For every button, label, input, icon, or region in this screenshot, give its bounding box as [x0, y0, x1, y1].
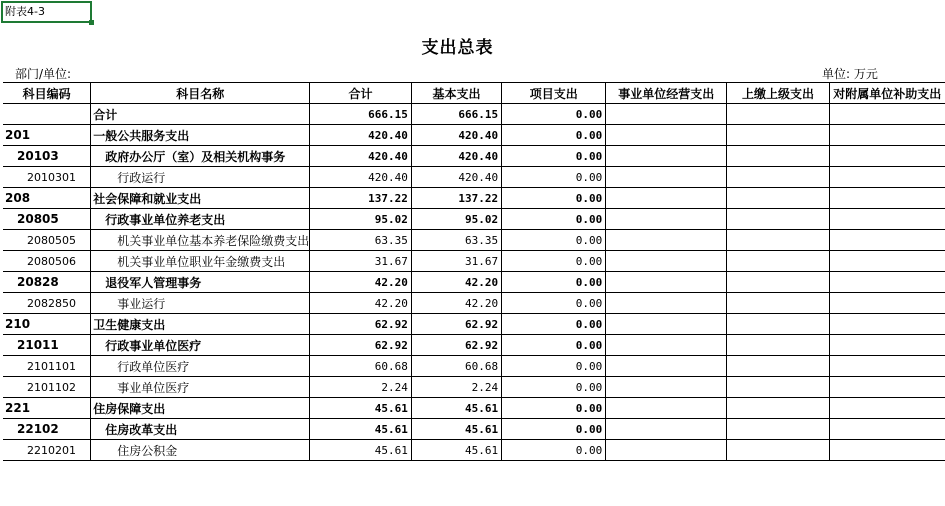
name-cell[interactable]: 合计	[91, 104, 310, 125]
code-cell[interactable]: 2101102	[3, 377, 91, 398]
department-label: 部门/单位:	[15, 67, 72, 81]
table-row	[3, 419, 945, 440]
remit-cell[interactable]	[727, 398, 829, 419]
business-cell[interactable]	[606, 314, 727, 335]
total-cell[interactable]: 666.15	[310, 104, 412, 125]
project-cell[interactable]: 0.00	[502, 146, 606, 167]
total-cell[interactable]: 60.68	[310, 356, 412, 377]
remit-cell[interactable]	[727, 377, 829, 398]
basic-cell[interactable]: 45.61	[411, 440, 501, 461]
business-cell[interactable]	[606, 335, 727, 356]
name-cell[interactable]: 退役军人管理事务	[91, 272, 310, 293]
name-cell[interactable]: 机关事业单位基本养老保险缴费支出	[91, 230, 310, 251]
subsidy-cell[interactable]	[829, 251, 945, 272]
basic-cell[interactable]: 42.20	[411, 293, 501, 314]
total-cell[interactable]: 137.22	[310, 188, 412, 209]
remit-cell[interactable]	[727, 230, 829, 251]
project-cell[interactable]: 0.00	[502, 251, 606, 272]
code-cell[interactable]: 2210201	[3, 440, 91, 461]
project-cell[interactable]: 0.00	[502, 314, 606, 335]
business-cell[interactable]	[606, 251, 727, 272]
code-cell[interactable]: 2080505	[3, 230, 91, 251]
project-cell[interactable]: 0.00	[502, 419, 606, 440]
table-row	[3, 146, 945, 167]
basic-cell[interactable]: 137.22	[411, 188, 501, 209]
basic-cell[interactable]: 62.92	[411, 314, 501, 335]
subsidy-cell[interactable]	[829, 104, 945, 125]
business-cell[interactable]	[606, 272, 727, 293]
name-cell[interactable]: 行政单位医疗	[91, 356, 310, 377]
table-row	[3, 251, 945, 272]
business-cell[interactable]	[606, 419, 727, 440]
subsidy-cell[interactable]	[829, 314, 945, 335]
page-title: 支出总表	[421, 38, 494, 58]
project-cell[interactable]: 0.00	[502, 125, 606, 146]
header-cell[interactable]: 科目编码	[3, 83, 91, 104]
project-cell[interactable]: 0.00	[502, 398, 606, 419]
code-cell[interactable]: 210	[3, 314, 91, 335]
project-cell[interactable]: 0.00	[502, 104, 606, 125]
remit-cell[interactable]	[727, 419, 829, 440]
name-cell[interactable]: 住房改革支出	[91, 419, 310, 440]
project-cell[interactable]: 0.00	[502, 293, 606, 314]
header-cell[interactable]: 项目支出	[502, 83, 606, 104]
remit-cell[interactable]	[727, 209, 829, 230]
code-cell[interactable]: 21011	[3, 335, 91, 356]
table-row	[3, 335, 945, 356]
basic-cell[interactable]: 420.40	[411, 146, 501, 167]
basic-cell[interactable]: 63.35	[411, 230, 501, 251]
remit-cell[interactable]	[727, 167, 829, 188]
total-cell[interactable]: 62.92	[310, 314, 412, 335]
remit-cell[interactable]	[727, 356, 829, 377]
code-cell[interactable]: 20805	[3, 209, 91, 230]
basic-cell[interactable]: 420.40	[411, 125, 501, 146]
subsidy-cell[interactable]	[829, 146, 945, 167]
code-cell[interactable]: 20828	[3, 272, 91, 293]
header-cell[interactable]: 上缴上级支出	[727, 83, 829, 104]
total-cell[interactable]: 63.35	[310, 230, 412, 251]
remit-cell[interactable]	[727, 251, 829, 272]
business-cell[interactable]	[606, 440, 727, 461]
remit-cell[interactable]	[727, 440, 829, 461]
subsidy-cell[interactable]	[829, 167, 945, 188]
total-cell[interactable]: 95.02	[310, 209, 412, 230]
remit-cell[interactable]	[727, 272, 829, 293]
total-cell[interactable]: 42.20	[310, 272, 412, 293]
total-cell[interactable]: 2.24	[310, 377, 412, 398]
selected-cell[interactable]: 附表4-3	[1, 1, 92, 23]
header-cell[interactable]: 科目名称	[91, 83, 310, 104]
business-cell[interactable]	[606, 209, 727, 230]
subsidy-cell[interactable]	[829, 209, 945, 230]
basic-cell[interactable]: 45.61	[411, 419, 501, 440]
project-cell[interactable]: 0.00	[502, 188, 606, 209]
code-cell[interactable]: 2082850	[3, 293, 91, 314]
name-cell[interactable]: 事业运行	[91, 293, 310, 314]
project-cell[interactable]: 0.00	[502, 272, 606, 293]
basic-cell[interactable]: 666.15	[411, 104, 501, 125]
name-cell[interactable]: 事业单位医疗	[91, 377, 310, 398]
name-cell[interactable]: 政府办公厅（室）及相关机构事务	[91, 146, 310, 167]
table-row	[3, 377, 945, 398]
code-cell[interactable]: 22102	[3, 419, 91, 440]
table-row	[3, 293, 945, 314]
subsidy-cell[interactable]	[829, 440, 945, 461]
table-row	[3, 167, 945, 188]
total-cell[interactable]: 420.40	[310, 146, 412, 167]
name-cell[interactable]: 行政事业单位养老支出	[91, 209, 310, 230]
table-row	[3, 272, 945, 293]
total-cell[interactable]: 31.67	[310, 251, 412, 272]
table-row	[3, 104, 945, 125]
name-cell[interactable]: 住房保障支出	[91, 398, 310, 419]
table-row	[3, 440, 945, 461]
basic-cell[interactable]: 60.68	[411, 356, 501, 377]
table-row	[3, 314, 945, 335]
business-cell[interactable]	[606, 104, 727, 125]
project-cell[interactable]: 0.00	[502, 377, 606, 398]
subsidy-cell[interactable]	[829, 293, 945, 314]
business-cell[interactable]	[606, 125, 727, 146]
code-cell[interactable]	[3, 104, 91, 125]
total-cell[interactable]: 420.40	[310, 167, 412, 188]
remit-cell[interactable]	[727, 314, 829, 335]
subsidy-cell[interactable]	[829, 377, 945, 398]
subsidy-cell[interactable]	[829, 188, 945, 209]
subsidy-cell[interactable]	[829, 125, 945, 146]
business-cell[interactable]	[606, 293, 727, 314]
basic-cell[interactable]: 62.92	[411, 335, 501, 356]
basic-cell[interactable]: 420.40	[411, 167, 501, 188]
subsidy-cell[interactable]	[829, 356, 945, 377]
total-cell[interactable]: 42.20	[310, 293, 412, 314]
remit-cell[interactable]	[727, 146, 829, 167]
business-cell[interactable]	[606, 188, 727, 209]
table-row	[3, 356, 945, 377]
remit-cell[interactable]	[727, 188, 829, 209]
name-cell[interactable]: 机关事业单位职业年金缴费支出	[91, 251, 310, 272]
project-cell[interactable]: 0.00	[502, 335, 606, 356]
code-cell[interactable]: 221	[3, 398, 91, 419]
header-cell[interactable]: 对附属单位补助支出	[829, 83, 945, 104]
header-cell[interactable]: 合计	[310, 83, 412, 104]
table-row	[3, 188, 945, 209]
code-cell[interactable]: 2080506	[3, 251, 91, 272]
remit-cell[interactable]	[727, 335, 829, 356]
table-row	[3, 398, 945, 419]
name-cell[interactable]: 行政事业单位医疗	[91, 335, 310, 356]
business-cell[interactable]	[606, 398, 727, 419]
header-cell[interactable]: 基本支出	[411, 83, 501, 104]
project-cell[interactable]: 0.00	[502, 356, 606, 377]
subsidy-cell[interactable]	[829, 419, 945, 440]
table-row	[3, 230, 945, 251]
expenditure-table	[3, 82, 945, 461]
basic-cell[interactable]: 2.24	[411, 377, 501, 398]
basic-cell[interactable]: 45.61	[411, 398, 501, 419]
name-cell[interactable]: 卫生健康支出	[91, 314, 310, 335]
remit-cell[interactable]	[727, 104, 829, 125]
subsidy-cell[interactable]	[829, 398, 945, 419]
subsidy-cell[interactable]	[829, 230, 945, 251]
code-cell[interactable]: 2010301	[3, 167, 91, 188]
total-cell[interactable]: 45.61	[310, 398, 412, 419]
total-cell[interactable]: 45.61	[310, 440, 412, 461]
total-cell[interactable]: 62.92	[310, 335, 412, 356]
project-cell[interactable]: 0.00	[502, 440, 606, 461]
code-cell[interactable]: 2101101	[3, 356, 91, 377]
code-cell[interactable]: 208	[3, 188, 91, 209]
business-cell[interactable]	[606, 356, 727, 377]
total-cell[interactable]: 420.40	[310, 125, 412, 146]
remit-cell[interactable]	[727, 293, 829, 314]
subsidy-cell[interactable]	[829, 335, 945, 356]
code-cell[interactable]: 20103	[3, 146, 91, 167]
unit-label: 单位: 万元	[822, 67, 878, 81]
header-row	[3, 83, 945, 104]
name-cell[interactable]: 一般公共服务支出	[91, 125, 310, 146]
code-cell[interactable]: 201	[3, 125, 91, 146]
project-cell[interactable]: 0.00	[502, 209, 606, 230]
project-cell[interactable]: 0.00	[502, 230, 606, 251]
header-cell[interactable]: 事业单位经营支出	[606, 83, 727, 104]
remit-cell[interactable]	[727, 125, 829, 146]
business-cell[interactable]	[606, 146, 727, 167]
project-cell[interactable]: 0.00	[502, 167, 606, 188]
business-cell[interactable]	[606, 167, 727, 188]
name-cell[interactable]: 行政运行	[91, 167, 310, 188]
business-cell[interactable]	[606, 230, 727, 251]
total-cell[interactable]: 45.61	[310, 419, 412, 440]
basic-cell[interactable]: 31.67	[411, 251, 501, 272]
table-row	[3, 125, 945, 146]
table-row	[3, 209, 945, 230]
basic-cell[interactable]: 42.20	[411, 272, 501, 293]
name-cell[interactable]: 社会保障和就业支出	[91, 188, 310, 209]
name-cell[interactable]: 住房公积金	[91, 440, 310, 461]
subsidy-cell[interactable]	[829, 272, 945, 293]
basic-cell[interactable]: 95.02	[411, 209, 501, 230]
business-cell[interactable]	[606, 377, 727, 398]
